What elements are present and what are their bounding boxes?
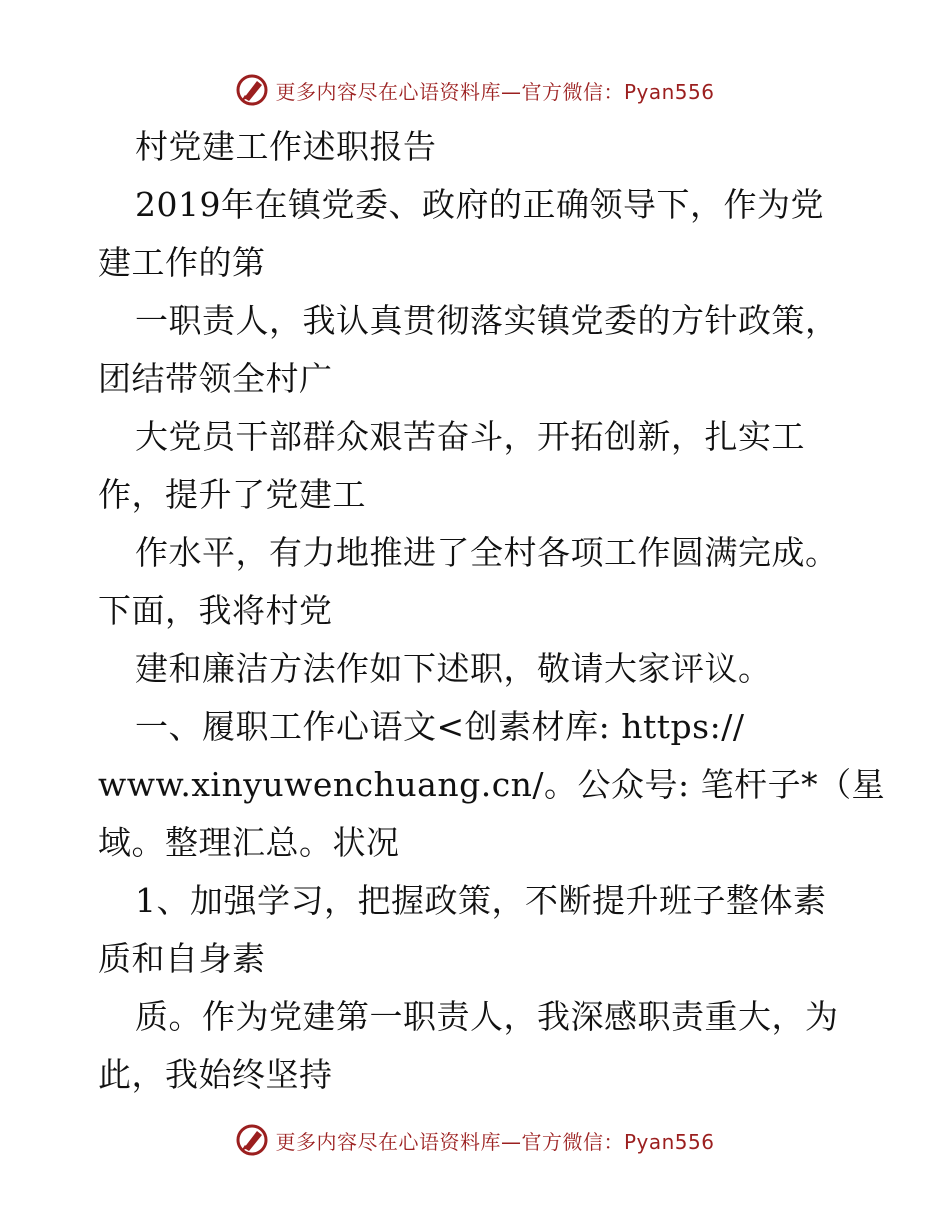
paragraph-line: 作水平，有力地推进了全村各项工作圆满完成。 [135,533,839,572]
red-pen-nib-logo-icon [235,73,269,107]
paragraph-line: 作，提升了党建工 [98,475,366,514]
paragraph-line: 建和廉洁方法作如下述职，敬请大家评议。 [135,649,772,688]
paragraph-line: 此，我始终坚持 [98,1055,333,1094]
paragraph-line: 建工作的第 [98,243,266,282]
paragraph-line: 1、加强学习，把握政策，不断提升班子整体素 [135,881,827,920]
paragraph-line: 大党员干部群众艰苦奋斗，开拓创新，扎实工 [135,417,805,456]
paragraph-line: 域。整理汇总。状况 [98,823,400,862]
paragraph-line: 2019年在镇党委、政府的正确领导下，作为党 [135,185,824,224]
document-body [98,118,886,1104]
paragraph-line: 团结带领全村广 [98,359,333,398]
header-watermark-banner [0,72,950,108]
footer-watermark-banner [0,1122,950,1158]
watermark-text: 更多内容尽在心语资料库—官方微信：Pyan556 [275,79,715,104]
document-title: 村党建工作述职报告 [135,127,437,166]
paragraph-line: 一职责人，我认真贯彻落实镇党委的方针政策， [135,301,839,340]
watermark-text: 更多内容尽在心语资料库—官方微信：Pyan556 [275,1129,715,1154]
paragraph-line: 质和自身素 [98,939,266,978]
red-pen-nib-logo-icon [235,1123,269,1157]
paragraph-line: 下面，我将村党 [98,591,333,630]
paragraph-line: 质。作为党建第一职责人，我深感职责重大，为 [135,997,839,1036]
paragraph-line: www.xinyuwenchuang.cn/。公众号: 笔杆子*（星 [98,765,886,804]
section-heading-line: 一、履职工作心语文<创素材库: https:// [135,707,745,746]
